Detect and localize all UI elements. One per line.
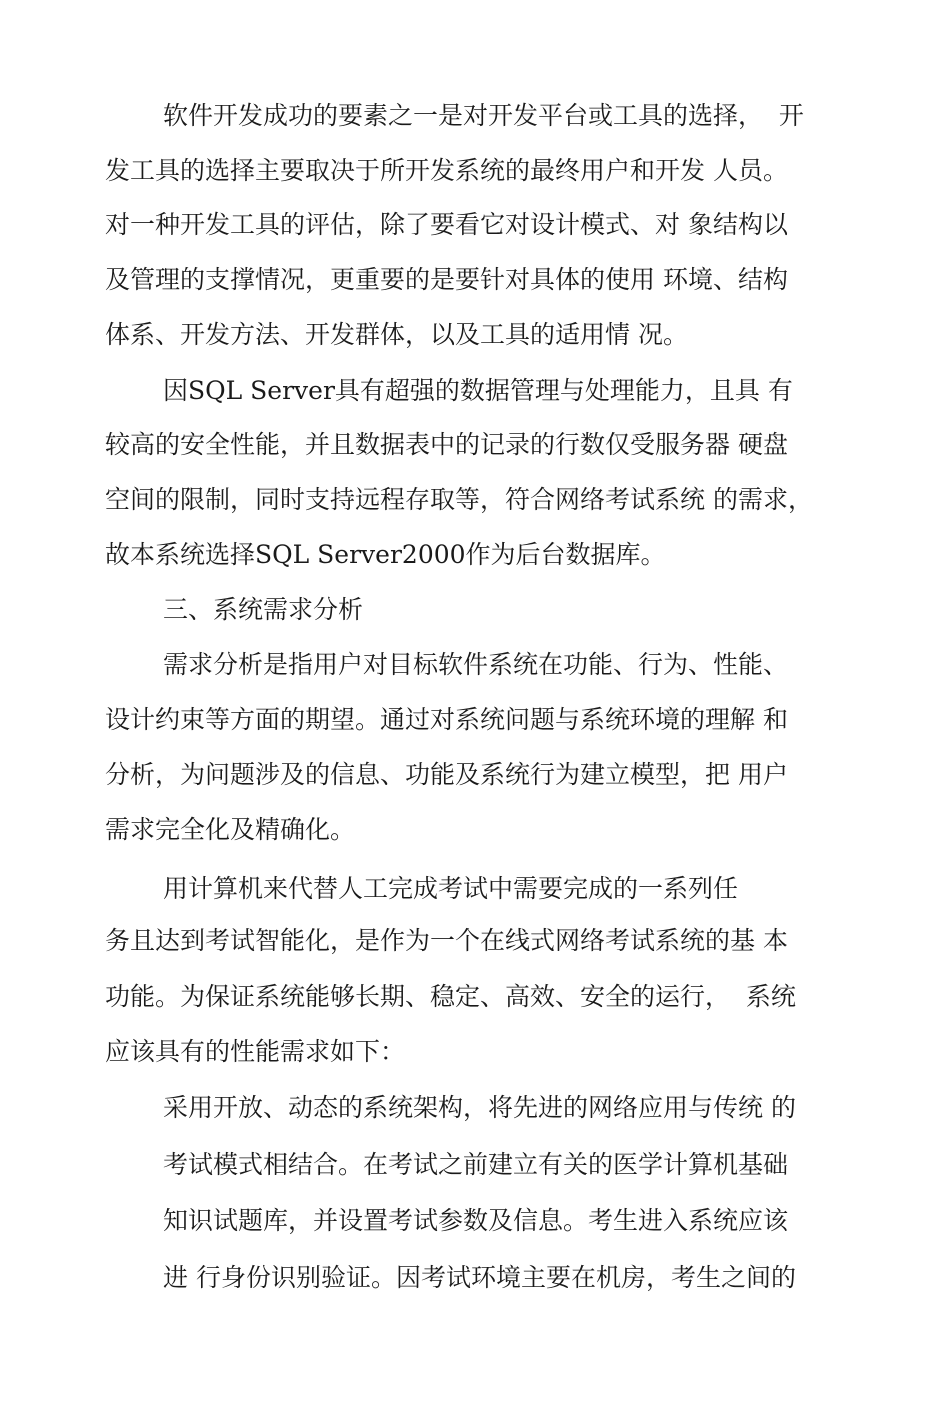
text-line: 用计算机来代替人工完成考试中需要完成的一系列任 bbox=[163, 874, 739, 903]
text-line: 知识试题库，并设置考试参数及信息。考生进入系统应该 bbox=[163, 1206, 789, 1235]
text-line: 较高的安全性能，并且数据表中的记录的行数仅受服务器 硬盘 bbox=[105, 430, 788, 459]
text-line: 因SQL Server具有超强的数据管理与处理能力，且具 有 bbox=[163, 376, 793, 405]
text-line: 务且达到考试智能化，是作为一个在线式网络考试系统的基 本 bbox=[105, 926, 788, 955]
text-line: 故本系统选择SQL Server2000作为后台数据库。 bbox=[105, 540, 666, 569]
text-line: 分析，为问题涉及的信息、功能及系统行为建立模型，把 用户 bbox=[105, 760, 788, 789]
text-line: 进 行身份识别验证。因考试环境主要在机房，考生之间的 bbox=[163, 1263, 796, 1292]
text-line: 发工具的选择主要取决于所开发系统的最终用户和开发 人员。 bbox=[105, 156, 788, 185]
text-line: 功能。为保证系统能够长期、稳定、高效、安全的运行， 系统 bbox=[105, 982, 796, 1011]
text-line: 需求完全化及精确化。 bbox=[105, 815, 356, 844]
section-heading: 三、系统需求分析 bbox=[163, 595, 364, 624]
text-line: 采用开放、动态的系统架构，将先进的网络应用与传统 的 bbox=[163, 1093, 796, 1122]
text-line: 空间的限制，同时支持远程存取等，符合网络考试系统 的需求， bbox=[105, 485, 813, 514]
text-line: 考试模式相结合。在考试之前建立有关的医学计算机基础 bbox=[163, 1150, 789, 1179]
text-line: 设计约束等方面的期望。通过对系统问题与系统环境的理解 和 bbox=[105, 705, 788, 734]
text-line: 需求分析是指用户对目标软件系统在功能、行为、性能、 bbox=[163, 650, 789, 679]
text-line: 软件开发成功的要素之一是对开发平台或工具的选择， 开 bbox=[163, 101, 804, 130]
text-line: 应该具有的性能需求如下： bbox=[105, 1037, 406, 1066]
text-line: 体系、开发方法、开发群体，以及工具的适用情 况。 bbox=[105, 320, 688, 349]
text-line: 对一种开发工具的评估，除了要看它对设计模式、对 象结构以 bbox=[105, 210, 788, 239]
text-line: 及管理的支撑情况，更重要的是要针对具体的使用 环境、结构 bbox=[105, 265, 788, 294]
